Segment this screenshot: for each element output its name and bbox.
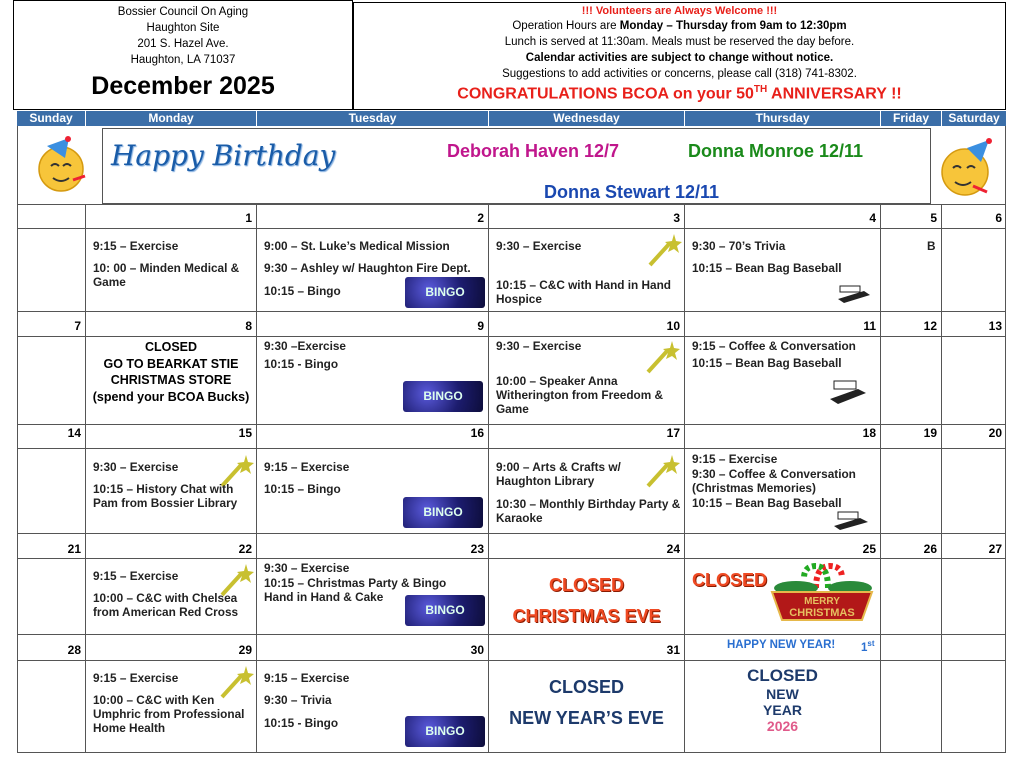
date-number: 28 [67,643,81,657]
year-2026-text: 2026 [766,718,799,734]
date-number: 16 [470,426,484,440]
grid-hline [17,424,1006,425]
event: 9:15 – Exercise [264,671,350,685]
date-number: 1 [245,211,252,225]
event: 9:15 – Exercise [264,460,350,474]
hny-text: HAPPY NEW YEAR! [727,639,836,651]
grid-hline [17,336,1006,337]
event: 10:00 – C&C with Chelsea from American Red Cross [93,591,239,619]
first-number: 1 [861,641,868,654]
date-number: 9 [477,319,484,333]
grid-hline [17,448,1006,449]
closed-christmas-eve [489,570,684,632]
event: 10:15 – History Chat with Pam from Bossier Library [93,482,238,510]
day-header-thursday: Thursday [685,111,880,126]
bingo-balls-icon [403,381,483,412]
org-name: Bossier Council On Aging [117,6,249,18]
congrats-part1: CONGRATULATIONS BCOA on your 50 [457,85,754,103]
event: 9:15 – Exercise [93,671,179,685]
birthday-title: Happy Birthday [111,139,336,172]
day-header-saturday: Saturday [942,111,1006,126]
date-number: 29 [238,643,252,657]
date-number: 31 [666,643,680,657]
closed-christmas: CLOSED [692,570,768,590]
date-number: 11 [863,319,876,333]
grid-vline [880,204,881,752]
date-number: 17 [666,426,680,440]
org-site: Haughton Site [146,22,220,34]
event: 9:00 – Arts & Crafts w/ Haughton Library [496,460,621,488]
bingo-balls-icon [403,497,483,528]
org-address: 201 S. Hazel Ave. [137,38,229,50]
date-number: 23 [470,542,484,556]
bingo-balls-icon [405,595,485,626]
birthday-name-3: Donna Stewart 12/11 [544,182,720,202]
day-header-wednesday: Wednesday [489,111,684,126]
date-number: 7 [74,319,81,333]
bingo-balls-icon [405,716,485,747]
date-number: 20 [988,426,1002,440]
date-number: 5 [930,211,937,225]
closed-label: CLOSED [548,677,624,697]
event: 9:30 – Ashley w/ Haughton Fire Dept. [264,261,471,275]
anniversary-banner [354,84,1005,103]
day-header-sunday: Sunday [17,111,85,126]
closed-label: CLOSED [747,666,818,685]
event: 10:15 – C&C with Hand in Hand Hospice [496,278,672,306]
closed-label: CLOSED [144,340,198,354]
closed-new-year [685,666,880,734]
bingo-label: BINGO [423,505,463,519]
day-header-tuesday: Tuesday [257,111,488,126]
party-emoji-icon [33,136,87,194]
hours-bold: Monday – Thursday from 9am to 12:30pm [619,20,847,32]
date-number: 22 [238,542,252,556]
event: 9:30 – Coffee & Conversation (Christmas Memories) [692,467,856,495]
closed-label: CLOSED [548,575,624,595]
event: 10:15 – Bingo [264,284,341,298]
month-title: December 2025 [91,72,275,100]
date-number: 27 [988,542,1002,556]
hours-prefix: Operation Hours are [512,20,620,32]
grid-hline [17,752,1006,753]
closed-detail: GO TO BEARKAT STIE CHRISTMAS STORE [103,356,239,387]
new-year-date [861,639,875,654]
grid-hline [17,311,1006,312]
grid-hline [17,228,1006,229]
event: 10:15 – Christmas Party & Bingo [264,576,447,590]
date-number: 12 [923,319,937,333]
new-text: NEW [766,686,799,702]
party-emoji-icon [937,136,995,198]
date-number: 30 [470,643,484,657]
event: 9:30 –Exercise [264,339,346,353]
date-number: 6 [995,211,1002,225]
event: 10:15 – Bean Bag Baseball [692,356,842,370]
event: 10:15 – Bingo [264,482,341,496]
event: 10:15 - Bingo [264,357,339,371]
event: B [927,239,936,253]
date-number: 24 [666,542,680,556]
date-number: 4 [869,211,876,225]
org-city: Haughton, LA 71037 [130,54,236,66]
merry-text: MERRY [804,596,840,607]
grid-vline [488,204,489,752]
date-number: 13 [988,319,1002,333]
bean-bag-board-icon [832,510,870,532]
bingo-label: BINGO [425,285,465,299]
closed-notice [88,339,254,405]
christmas-text: CHRISTMAS [789,607,855,619]
closed-new-years-eve [489,672,684,734]
bingo-label: BINGO [423,389,463,403]
closed-detail-2: (spend your BCOA Bucks) [92,389,250,404]
event: 10:00 – C&C with Ken Umphric from Professional Home Health [93,693,245,735]
event: 9:15 – Exercise [692,452,778,466]
bean-bag-board-icon [828,377,868,407]
grid-hline [17,660,1006,661]
org-info-box [13,0,353,110]
christmas-candy-cane-icon [766,558,878,626]
event: 9:30 – 70’s Trivia [692,239,786,253]
bean-bag-board-icon [836,283,872,305]
birthday-banner [102,128,931,204]
birthday-name-1: Deborah Haven 12/7 [447,141,620,161]
shooting-star-icon [648,233,682,267]
day-header-monday: Monday [86,111,256,126]
bingo-label: BINGO [425,603,465,617]
grid-vline [941,204,942,752]
shooting-star-icon [646,340,680,374]
shooting-star-icon [646,454,680,488]
birthday-name-2: Donna Monroe 12/11 [688,141,864,161]
first-sup: st [867,639,875,648]
date-number: 2 [477,211,484,225]
event: 10: 00 – Minden Medical & Game [93,261,240,289]
closed-reason: CHRISTMAS EVE [512,606,661,626]
grid-hline [17,204,1006,205]
bingo-balls-icon [405,277,485,308]
day-header-friday: Friday [881,111,941,126]
event: 9:00 – St. Luke’s Medical Mission [264,239,450,253]
event: 10:15 – Bean Bag Baseball [692,261,842,275]
lunch-note: Lunch is served at 11:30am. Meals must be reserved the day before. [504,36,855,48]
congrats-sup: TH [753,84,768,95]
date-number: 21 [67,542,81,556]
event: 9:30 – Exercise [496,239,582,253]
notice-box [353,2,1006,110]
event: 10:15 – Bean Bag Baseball [692,496,842,510]
event: 10:30 – Monthly Birthday Party & Karaoke [496,497,681,525]
congrats-part2: ANNIVERSARY !! [767,85,902,103]
date-number: 10 [666,319,680,333]
event: 10:15 - Bingo [264,716,339,730]
event: 10:00 – Speaker Anna Witherington from Freedom & Game [496,374,664,416]
date-number: 19 [923,426,937,440]
date-number: 25 [862,542,876,556]
volunteers-note: !!! Volunteers are Always Welcome !!! [581,5,778,17]
grid-vline [256,204,257,752]
grid-vline [85,204,86,752]
event: 9:15 – Coffee & Conversation [692,339,856,353]
event: 9:30 – Exercise [264,561,350,575]
bingo-label: BINGO [425,724,465,738]
grid-hline [17,533,1006,534]
date-number: 14 [67,426,81,440]
event: 9:30 – Exercise [93,460,179,474]
date-number: 26 [923,542,937,556]
grid-hline [17,634,1006,635]
date-number: 18 [862,426,876,440]
date-number: 8 [245,319,252,333]
date-number: 3 [673,211,680,225]
happy-new-year-label [727,639,835,651]
suggestions-note: Suggestions to add activities or concerns, please call (318) 741-8302. [502,68,857,80]
event: 9:30 – Exercise [496,339,582,353]
year-text: YEAR [763,702,802,718]
event: 9:15 – Exercise [93,569,179,583]
event: Hand in Hand & Cake [264,590,384,604]
date-number: 15 [238,426,252,440]
event: 9:30 – Trivia [264,693,332,707]
hours-note [354,18,1005,34]
closed-reason: NEW YEAR’S EVE [509,708,664,728]
event: 9:15 – Exercise [93,239,179,253]
calendar-note: Calendar activities are subject to change without notice. [525,52,834,64]
